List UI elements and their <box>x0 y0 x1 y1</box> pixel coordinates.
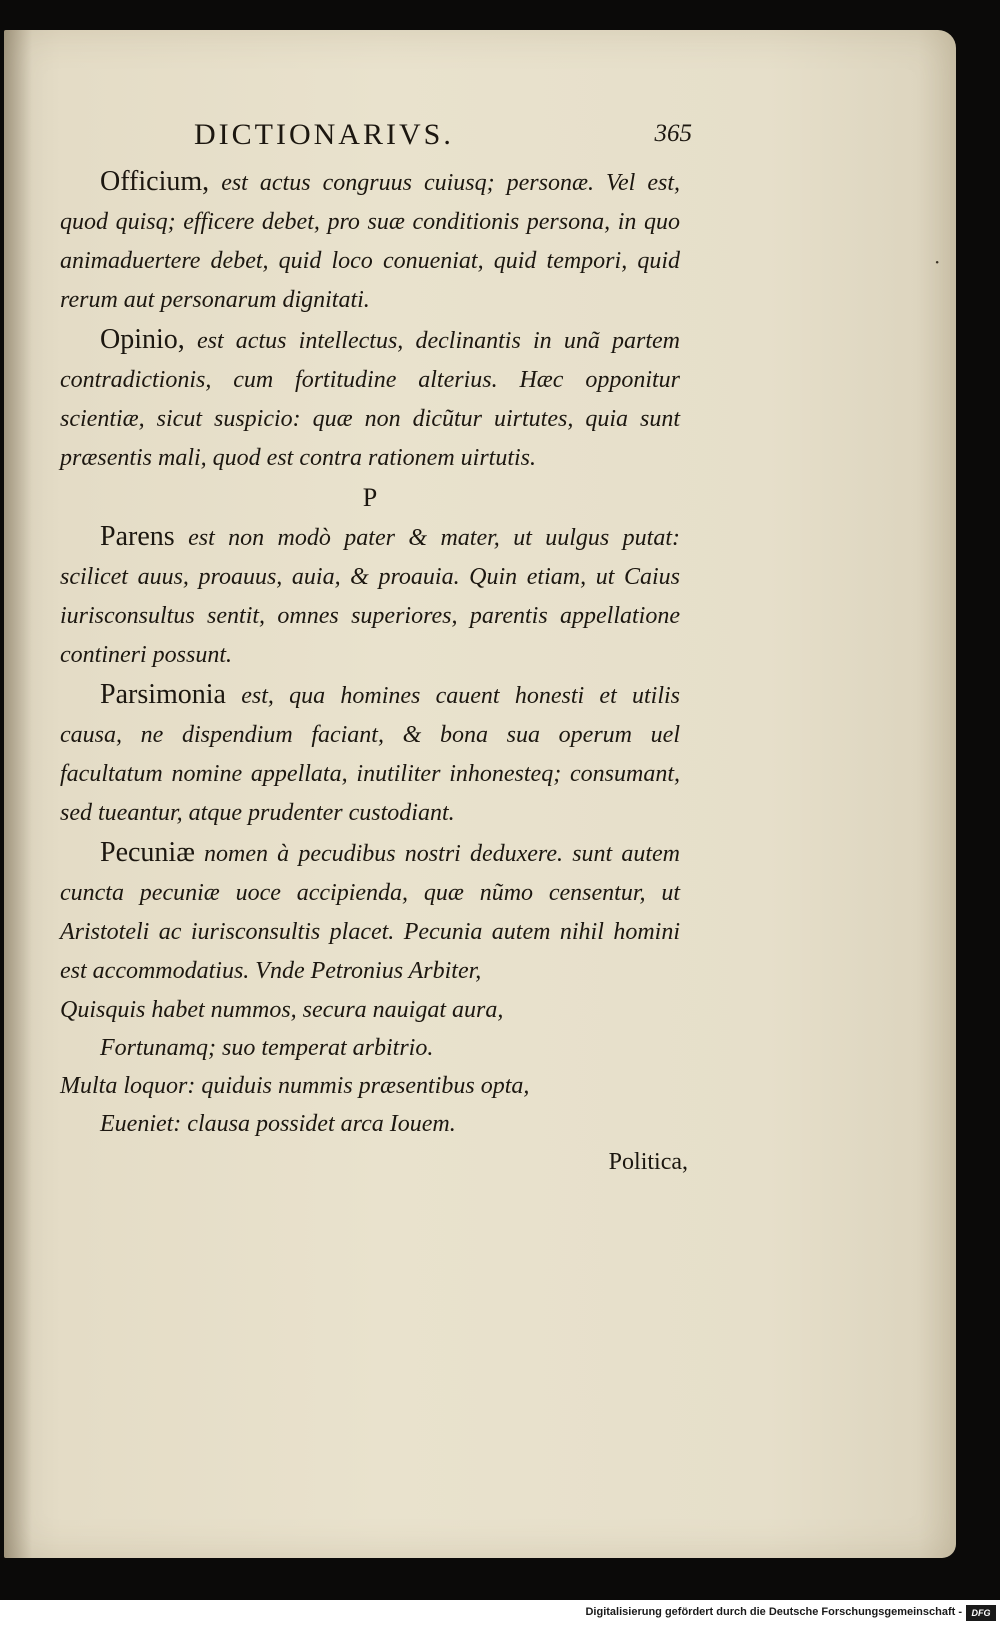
entry-parsimonia <box>60 675 680 833</box>
entry-body: nomen à pecudibus nostri deduxere. sunt autem cuncta pecuniæ uoce accipienda, quæ nũmo censentur, ut Aristoteli ac iurisconsultis placet. Pecunia autem nihil homini est accommodatius. Vnde Petronius Arbiter, <box>60 841 681 984</box>
entry-opinio <box>60 320 680 478</box>
entry-body: est non modò pater & mater, ut uulgus putat: scilicet auus, proauus, auia, & proauia. Quin etiam, ut Caius iurisconsultus sentit, omnes superiores, parentis appellatione contineri possunt. <box>60 525 681 668</box>
entry-body: est actus intellectus, declinantis in unã partem contradictionis, cum fortitudine alterius. Hæc opponitur scientiæ, sicut suspicio: quæ non dicũtur uirtutes, quia sunt præsentis mali, quod est contra rationem uirtutis. <box>60 328 681 471</box>
entry-headword: Opinio, <box>100 324 185 355</box>
verse-line: Multa loquor: quiduis nummis præsentibus opta, <box>60 1073 530 1099</box>
margin-mark: · <box>934 250 941 274</box>
page-number: 365 <box>654 120 692 147</box>
verse-line: Quisquis habet nummos, secura nauigat aura, <box>60 997 504 1023</box>
entry-parens <box>60 517 680 675</box>
running-title: DICTIONARIVS. <box>194 118 454 151</box>
entry-body: est, qua homines cauent honesti et utilis causa, ne dispendium faciant, & bona sua operum uel facultatum nomine appellata, inutiliter inhonesteq; consumant, sed tueantur, atque prudenter custodiant. <box>60 683 680 826</box>
digitization-footer <box>0 1600 1000 1628</box>
gutter-shadow <box>4 30 32 1558</box>
entry-body: est actus congruus cuiusq; personæ. Vel est, quod quisq; efficere debet, pro suæ conditionis persona, in quo animaduertere debet, quid loco conueniat, quid tempori, quid rerum aut personarum dignitati. <box>60 170 681 313</box>
catchword: Politica, <box>608 1149 688 1175</box>
entry-headword: Pecuniæ <box>100 837 195 868</box>
verse-line: Fortunamq; suo temperat arbitrio. <box>100 1035 434 1061</box>
entry-headword: Officium, <box>100 166 210 197</box>
book-page <box>4 30 956 1558</box>
page-header <box>60 118 692 162</box>
entry-officium <box>60 162 680 320</box>
entry-headword: Parens <box>100 521 175 552</box>
section-letter: P <box>362 483 378 512</box>
entry-headword: Parsimonia <box>100 679 226 710</box>
dfg-logo-icon: DFG <box>966 1605 996 1621</box>
verse-line: Eueniet: clausa possidet arca Iouem. <box>100 1111 456 1137</box>
funding-credit: Digitalisierung gefördert durch die Deutsche Forschungsgemeinschaft - <box>585 1606 962 1618</box>
page-text-block <box>60 118 692 1181</box>
entry-pecunia <box>60 833 680 991</box>
